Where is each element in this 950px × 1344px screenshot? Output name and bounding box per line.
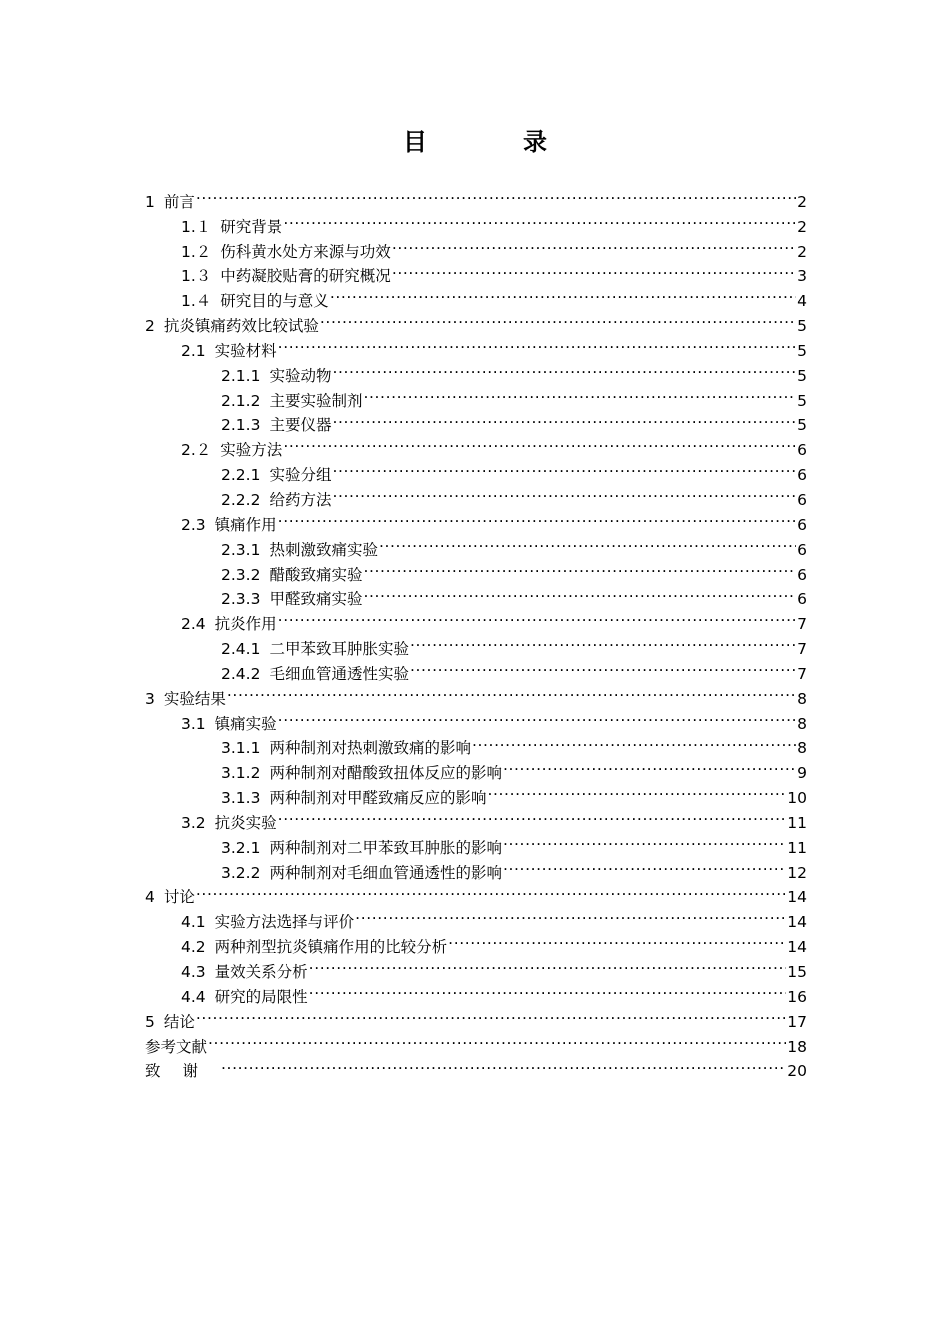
toc-entry-page-number: 14 — [787, 913, 807, 932]
toc-entry-number: 1.３ — [181, 267, 212, 286]
toc-entry-page-number: 3 — [797, 267, 807, 286]
toc-entry-number: 3.2 — [181, 813, 206, 832]
toc-entry-page-number: 6 — [797, 515, 807, 534]
toc-entry-label: 两种制剂对二甲苯致耳肿胀的影响 — [269, 838, 502, 857]
dot-leader — [363, 381, 796, 406]
toc-entry-page-number: 2 — [797, 242, 807, 261]
toc-entry-page-number: 8 — [797, 689, 807, 708]
toc-entry-page-number: 6 — [797, 540, 807, 559]
dot-leader — [309, 952, 787, 977]
dot-leader — [208, 1027, 786, 1052]
dot-leader — [332, 455, 796, 480]
toc-entry-label: 醋酸致痛实验 — [269, 565, 363, 584]
toc-entry-number: 2.4.1 — [221, 640, 261, 659]
toc-entry-page-number: 2 — [797, 192, 807, 211]
dot-leader — [332, 356, 796, 381]
toc-entry[interactable] — [145, 207, 807, 236]
toc-entry-label: 抗炎实验 — [214, 813, 277, 832]
toc-entry-label: 主要仪器 — [269, 416, 332, 435]
toc-entry-page-number: 6 — [797, 565, 807, 584]
toc-entry-page-number: 5 — [797, 366, 807, 385]
toc-entry-number: 4 — [145, 888, 155, 907]
toc-entry-label: 实验材料 — [214, 341, 277, 360]
toc-entry-number: 5 — [145, 1012, 155, 1031]
toc-entry-page-number: 10 — [787, 789, 807, 808]
toc-entry-label: 镇痛作用 — [214, 515, 277, 534]
toc-entry[interactable] — [145, 902, 807, 932]
toc-entry-number: 2.1.2 — [221, 391, 261, 410]
toc-entry-number: 1.１ — [181, 217, 212, 236]
dot-leader — [278, 704, 796, 729]
toc-entry-page-number: 6 — [797, 490, 807, 509]
dot-leader — [227, 679, 796, 704]
toc-entry-page-number: 4 — [797, 292, 807, 311]
toc-entry-label: 两种制剂对甲醛致痛反应的影响 — [269, 789, 487, 808]
toc-entry-label: 毛细血管通透性实验 — [269, 664, 409, 683]
toc-entry-page-number: 7 — [797, 640, 807, 659]
dot-leader — [363, 580, 796, 605]
toc-entry-label: 两种制剂对热刺激致痛的影响 — [269, 739, 471, 758]
toc-entry-label: 研究的局限性 — [214, 987, 308, 1006]
toc-entry-label: 主要实验制剂 — [269, 391, 363, 410]
dot-leader — [221, 1052, 786, 1077]
dot-leader — [503, 853, 786, 878]
dot-leader — [332, 480, 796, 505]
dot-leader — [309, 977, 787, 1002]
toc-entry-page-number: 9 — [797, 764, 807, 783]
toc-entry-number: 2.1.3 — [221, 416, 261, 435]
toc-entry-number: 2.2.2 — [221, 490, 261, 509]
toc-entry-label: 讨论 — [163, 888, 195, 907]
toc-entry-number: 3.2.2 — [221, 863, 261, 882]
toc-entry-number: 3.2.1 — [221, 838, 261, 857]
toc-entry-number: 3.1.1 — [221, 739, 261, 758]
toc-entry-page-number: 14 — [787, 888, 807, 907]
toc-entry-page-number: 20 — [787, 1062, 807, 1081]
dot-leader — [503, 753, 796, 778]
toc-entry-number: 4.4 — [181, 987, 206, 1006]
toc-entry-page-number: 8 — [797, 714, 807, 733]
toc-entry-number: 2 — [145, 317, 155, 336]
toc-entry-label: 实验分组 — [269, 466, 332, 485]
toc-entry-label: 研究目的与意义 — [220, 292, 329, 311]
dot-leader — [487, 778, 786, 803]
toc-entry-page-number: 5 — [797, 317, 807, 336]
toc-entry-number: 1.４ — [181, 292, 212, 311]
dot-leader — [448, 927, 786, 952]
toc-entry-number: 3.1 — [181, 714, 206, 733]
toc-entry-page-number: 11 — [787, 838, 807, 857]
toc-entry-number: 2.3.2 — [221, 565, 261, 584]
toc-entry-page-number: 8 — [797, 739, 807, 758]
toc-entry-page-number: 14 — [787, 938, 807, 957]
dot-leader — [332, 406, 796, 431]
toc-entry-label: 两种制剂对醋酸致扭体反应的影响 — [269, 764, 502, 783]
dot-leader — [278, 505, 796, 530]
toc-entry[interactable] — [145, 1052, 807, 1081]
toc-entry-number: 3 — [145, 689, 155, 708]
toc-entry-label: 两种制剂对毛细血管通透性的影响 — [269, 863, 502, 882]
toc-entry-number: 4.2 — [181, 938, 206, 957]
toc-entry[interactable] — [145, 1002, 807, 1031]
dot-leader — [392, 257, 796, 282]
toc-entry-page-number: 6 — [797, 441, 807, 460]
toc-entry-page-number: 18 — [787, 1037, 807, 1056]
toc-entry[interactable] — [145, 1027, 807, 1056]
toc-entry-number: 4.3 — [181, 963, 206, 981]
toc-entry-number: 2.4 — [181, 615, 206, 634]
toc-entry-number: 3.1.2 — [221, 764, 261, 783]
toc-entry-page-number: 17 — [787, 1012, 807, 1031]
dot-leader — [320, 306, 796, 331]
toc-entry-number: 1.２ — [181, 242, 212, 261]
toc-entry-page-number: 6 — [797, 466, 807, 485]
dot-leader — [330, 281, 796, 306]
toc-entry-page-number: 16 — [787, 987, 807, 1006]
toc-entry-page-number: 11 — [787, 813, 807, 832]
dot-leader — [196, 182, 796, 207]
dot-leader — [283, 430, 796, 455]
toc-entry-page-number: 7 — [797, 615, 807, 634]
toc-entry[interactable] — [145, 679, 807, 708]
dot-leader — [410, 629, 796, 654]
toc-entry-number: 3.1.3 — [221, 789, 261, 808]
toc-entry-page-number: 5 — [797, 416, 807, 435]
dot-leader — [410, 654, 796, 679]
dot-leader — [278, 604, 796, 629]
toc-entry-label: 抗炎作用 — [214, 615, 277, 634]
toc-entry[interactable] — [145, 878, 807, 907]
toc-entry-label: 中药凝胶贴膏的研究概况 — [220, 267, 391, 286]
toc-entry-number: 2.3.1 — [221, 540, 261, 559]
toc-entry-label: 参考文献 — [145, 1037, 208, 1056]
toc-entry-label: 前言 — [163, 192, 195, 211]
dot-leader — [278, 331, 796, 356]
toc-entry-label: 给药方法 — [269, 490, 332, 509]
toc-entry-number: 2.1 — [181, 341, 206, 360]
toc-entry-label: 二甲苯致耳肿胀实验 — [269, 640, 409, 659]
toc-entry-page-number: 5 — [797, 341, 807, 360]
toc-entry-page-number: 5 — [797, 391, 807, 410]
toc-entry-number: 4.1 — [181, 913, 206, 932]
toc-entry-label: 研究背景 — [220, 217, 283, 236]
toc-entry-page-number: 6 — [797, 590, 807, 609]
toc-entry[interactable] — [145, 182, 807, 211]
toc-entry-page-number: 12 — [787, 863, 807, 882]
dot-leader — [196, 1002, 786, 1027]
dot-leader — [392, 232, 796, 257]
dot-leader — [363, 555, 796, 580]
toc-entry-page-number: 7 — [797, 664, 807, 683]
toc-entry-label: 热刺激致痛实验 — [269, 540, 378, 559]
toc-entry-label: 两种剂型抗炎镇痛作用的比较分析 — [214, 938, 448, 957]
toc-entry-label: 实验方法 — [220, 441, 283, 460]
toc-entry-number: 2.3 — [181, 515, 206, 534]
toc-entry-number: 2.2.1 — [221, 466, 261, 485]
dot-leader — [472, 729, 796, 754]
toc-entry-page-number: 15 — [787, 963, 807, 981]
toc-entry-label: 实验方法选择与评价 — [214, 913, 355, 932]
toc-entry-page-number: 2 — [797, 217, 807, 236]
page-title: 目 录 — [403, 128, 583, 156]
toc-entry-label: 实验动物 — [269, 366, 332, 385]
toc-entry-label: 实验结果 — [163, 689, 226, 708]
toc-entry-label: 伤科黄水处方来源与功效 — [220, 242, 391, 261]
toc-entry[interactable] — [145, 704, 807, 733]
dot-leader — [379, 530, 796, 555]
toc-entry-number: 2.1.1 — [221, 366, 261, 385]
toc-entry-label: 结论 — [163, 1012, 195, 1031]
dot-leader — [278, 803, 787, 828]
toc-entry-label: 甲醛致痛实验 — [269, 590, 363, 609]
toc-entry-number: 2.4.2 — [221, 664, 261, 683]
toc-entry-number: 1 — [145, 192, 155, 211]
dot-leader — [283, 207, 796, 232]
table-of-contents — [145, 182, 807, 1081]
toc-entry-label: 镇痛实验 — [214, 714, 277, 733]
dot-leader — [503, 828, 786, 853]
toc-entry-label: 致谢 — [145, 1062, 221, 1081]
toc-entry-label: 抗炎镇痛药效比较试验 — [163, 317, 319, 336]
toc-entry-label: 量效关系分析 — [214, 963, 308, 981]
dot-leader — [355, 902, 786, 927]
toc-entry-number: 2.3.3 — [221, 590, 261, 609]
toc-entry-number: 2.２ — [181, 441, 212, 460]
dot-leader — [196, 878, 786, 903]
